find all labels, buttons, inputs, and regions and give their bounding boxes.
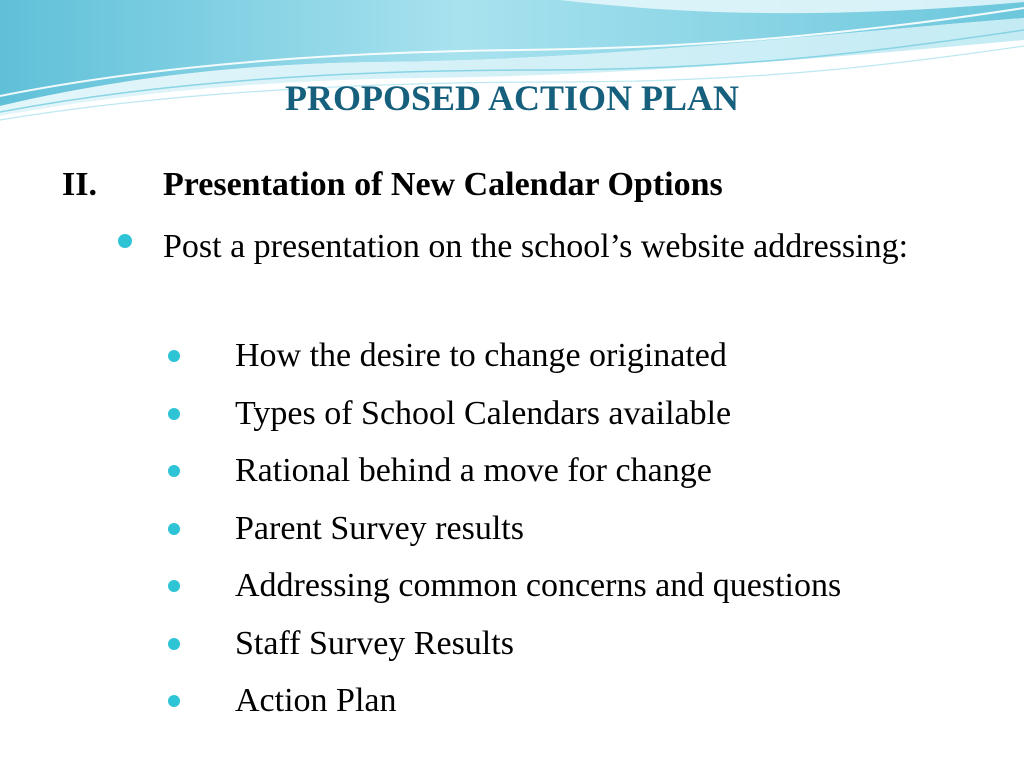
- bullet-icon: [168, 350, 180, 362]
- list-item: [0, 558, 1024, 616]
- list-item: [0, 616, 1024, 674]
- list-item: [0, 328, 1024, 386]
- section-number: II.: [62, 166, 97, 203]
- slide-title: PROPOSED ACTION PLAN: [284, 78, 740, 118]
- list-item-text: Action Plan: [235, 682, 397, 719]
- list-item: [0, 443, 1024, 501]
- bullet-icon: [168, 638, 180, 650]
- bullet-icon: [118, 234, 132, 248]
- intro-bullet-item: [0, 218, 1024, 334]
- intro-text: Post a presentation on the school’s website addressing:: [163, 228, 909, 265]
- list-item-text: Addressing common concerns and questions: [235, 567, 842, 604]
- list-item: [0, 501, 1024, 559]
- list-item: [0, 386, 1024, 444]
- list-item: [0, 673, 1024, 731]
- list-item-text: Staff Survey Results: [235, 624, 514, 662]
- bullet-icon: [168, 408, 180, 420]
- bullet-icon: [168, 580, 180, 592]
- bullet-icon: [168, 465, 180, 477]
- bullet-icon: [168, 695, 180, 707]
- list-item-text: Parent Survey results: [235, 509, 524, 547]
- sub-bullet-list: [0, 328, 1024, 731]
- section-title: Presentation of New Calendar Options: [163, 166, 723, 203]
- list-item-text: How the desire to change originated: [235, 337, 727, 374]
- list-item-text: Types of School Calendars available: [235, 394, 732, 432]
- bullet-icon: [168, 523, 180, 535]
- list-item-text: Rational behind a move for change: [235, 452, 712, 489]
